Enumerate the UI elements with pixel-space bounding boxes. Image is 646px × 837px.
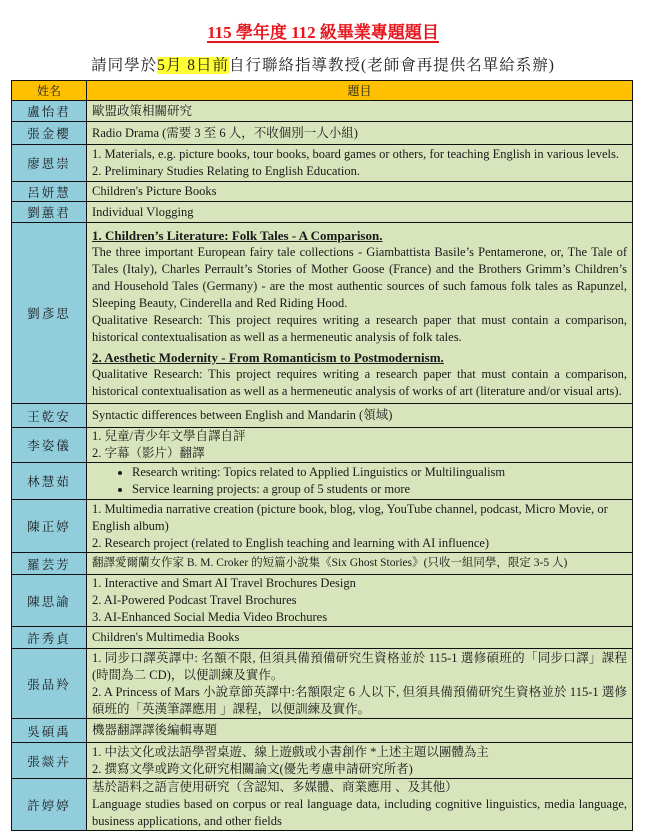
topic-line: 2. AI-Powered Podcast Travel Brochures <box>92 593 297 607</box>
advisor-name: 許秀貞 <box>12 627 87 649</box>
topic-cell <box>87 101 633 122</box>
topic-line: 翻譯愛爾蘭女作家 B. M. Croker 的短篇小說集《Six Ghost Stories》(只收一組同學，限定 3-5 人) <box>92 557 568 569</box>
section-paragraph: Qualitative Research: This project requires writing a research paper that must contain a comparison, historical contextualisation as well as a hermeneutic analysis of works of art (literature and/or visual arts). <box>92 366 627 398</box>
advisor-name: 盧怡君 <box>12 101 87 122</box>
advisor-name: 王乾安 <box>12 404 87 428</box>
table-row <box>12 743 633 779</box>
table-header-row <box>12 81 633 101</box>
topic-line: 1. Multimedia narrative creation (picture book, blog, vlog, YouTube channel, podcast, Micro Movie, or English album) <box>92 501 608 533</box>
topic-line: Radio Drama (需要 3 至 6 人，不收個別一人小組) <box>92 125 358 140</box>
table-row <box>12 627 633 649</box>
topic-line: 1. Materials, e.g. picture books, tour books, board games or others, for teaching English in various levels. <box>92 147 619 161</box>
topic-line: 基於語料之語言使用研究（含認知、多媒體、商業應用 、及其他） <box>92 780 458 794</box>
notice-suffix: 自行聯絡指導教授(老師會再提供名單給系辦) <box>229 57 555 74</box>
topic-line: 2. Research project (related to English teaching and learning with AI influence) <box>92 535 490 550</box>
topic-cell <box>87 779 633 831</box>
advisor-name: 許婷婷 <box>12 779 87 831</box>
topic-line: 2. 撰寫文學或跨文化研究相關論文(優先考慮申請研究所者) <box>92 761 413 776</box>
topic-line: 1. 中法文化或法語學習桌遊、線上遊戲或小書創作 *上述主題以團體為主 <box>92 744 489 759</box>
topic-cell <box>87 575 633 627</box>
table-row <box>12 428 633 463</box>
topic-line: 3. AI-Enhanced Social Media Video Brochures <box>92 610 328 624</box>
advisor-name: 張燚卉 <box>12 743 87 779</box>
header-topic: 題目 <box>87 81 633 101</box>
advisor-name: 吳碩禹 <box>12 719 87 743</box>
deadline-notice <box>0 53 646 75</box>
topic-cell <box>87 649 633 719</box>
topic-line: Children's Picture Books <box>92 184 217 198</box>
topic-cell <box>87 553 633 575</box>
table-row <box>12 649 633 719</box>
advisor-name: 劉彥思 <box>12 223 87 404</box>
advisor-name: 李姿儀 <box>12 428 87 463</box>
topic-cell <box>87 627 633 649</box>
topic-cell <box>87 463 633 500</box>
page-title <box>0 18 646 43</box>
topic-bullet: • Research writing: Topics related to Applied Linguistics or Multilingualism <box>132 464 627 481</box>
topic-line: 歐盟政策相關研究 <box>92 103 193 118</box>
deadline-highlight: 5月 8日前 <box>157 57 230 74</box>
topics-table <box>11 80 633 831</box>
topic-line: 1. Interactive and Smart AI Travel Brochures Design <box>92 576 356 590</box>
section-heading: 2. Aesthetic Modernity - From Romanticism to Postmodernism. <box>92 349 444 365</box>
header-name: 姓名 <box>12 81 87 101</box>
table-row <box>12 500 633 553</box>
table-row <box>12 575 633 627</box>
table-row <box>12 101 633 122</box>
advisor-name: 廖恩崇 <box>12 145 87 182</box>
table-row <box>12 719 633 743</box>
topic-cell <box>87 404 633 428</box>
advisor-name: 張品羚 <box>12 649 87 719</box>
topic-line: 1. 兒童/青少年文學自譯自評 <box>92 429 246 443</box>
topic-bullet: • Service learning projects: a group of 5 students or more <box>132 481 627 498</box>
topic-line: 機器翻譯譯後編輯專題 <box>92 723 218 737</box>
table-row <box>12 182 633 202</box>
advisor-name: 林慧茹 <box>12 463 87 500</box>
table-row <box>12 463 633 500</box>
topic-cell <box>87 122 633 145</box>
advisor-name: 張金櫻 <box>12 122 87 145</box>
section-paragraph: Qualitative Research: This project requires writing a research paper that must contain a comparison, historical contextualisation as well as a hermeneutic analysis of folk tales. <box>92 312 627 344</box>
topic-cell <box>87 145 633 182</box>
notice-prefix: 請同學於 <box>91 57 158 74</box>
table-row <box>12 202 633 223</box>
topic-line: 1. 同步口譯英譯中: 名額不限, 但須具備預備研究生資格並於 115-1 選修碩班的「同步口譯」課程(時間為二 CD)，以便訓練及實作。 <box>92 650 627 682</box>
topic-cell <box>87 223 633 404</box>
section-paragraph: The three important European fairy tale collections - Giambattista Basile’s Pentamerone, or, The Tale of Tales (Italy), Charles Perrault’s Stories of Mother Goose (France) and the Brothers Grimm’s Children’s and Household Tales (Germany) - are the most authentic sources of such famous folk tales as Rapunzel, Sleeping Beauty, Cinderella and Red Riding Hood. <box>92 244 627 310</box>
topic-cell <box>87 719 633 743</box>
advisor-name: 陳正婷 <box>12 500 87 553</box>
topic-line: 2. 字幕（影片）翻譯 <box>92 446 205 460</box>
section-heading: 1. Children’s Literature: Folk Tales - A Comparison. <box>92 227 383 243</box>
topic-line: Individual Vlogging <box>92 204 194 219</box>
topic-line: 2. A Princess of Mars 小說章節英譯中:名額限定 6 人以下, 但須具備預備研究生資格並於 115-1 選修碩班的「英漢筆譯應用 」課程，以便訓練及實作。 <box>92 684 627 716</box>
advisor-name: 羅芸芳 <box>12 553 87 575</box>
title-text: 115 學年度 112 級畢業專題題目 <box>207 23 439 42</box>
table-row <box>12 553 633 575</box>
topic-cell <box>87 202 633 223</box>
topic-cell <box>87 500 633 553</box>
advisor-name: 陳思諭 <box>12 575 87 627</box>
advisor-name: 呂妍慧 <box>12 182 87 202</box>
topic-bullet-list <box>92 464 627 498</box>
table-row <box>12 779 633 831</box>
topic-cell <box>87 182 633 202</box>
topic-cell <box>87 428 633 463</box>
topic-line: 2. Preliminary Studies Relating to English Education. <box>92 164 361 178</box>
topic-line: Syntactic differences between English and Mandarin (領域) <box>92 408 393 422</box>
advisor-name: 劉蕙君 <box>12 202 87 223</box>
topic-line: Language studies based on corpus or real language data, including cognitive linguistics, media language, business applications, and other fields <box>92 797 627 828</box>
table-row <box>12 145 633 182</box>
table-row <box>12 223 633 404</box>
table-row <box>12 404 633 428</box>
table-row <box>12 122 633 145</box>
topic-cell <box>87 743 633 779</box>
topic-line: Children's Multimedia Books <box>92 630 240 644</box>
